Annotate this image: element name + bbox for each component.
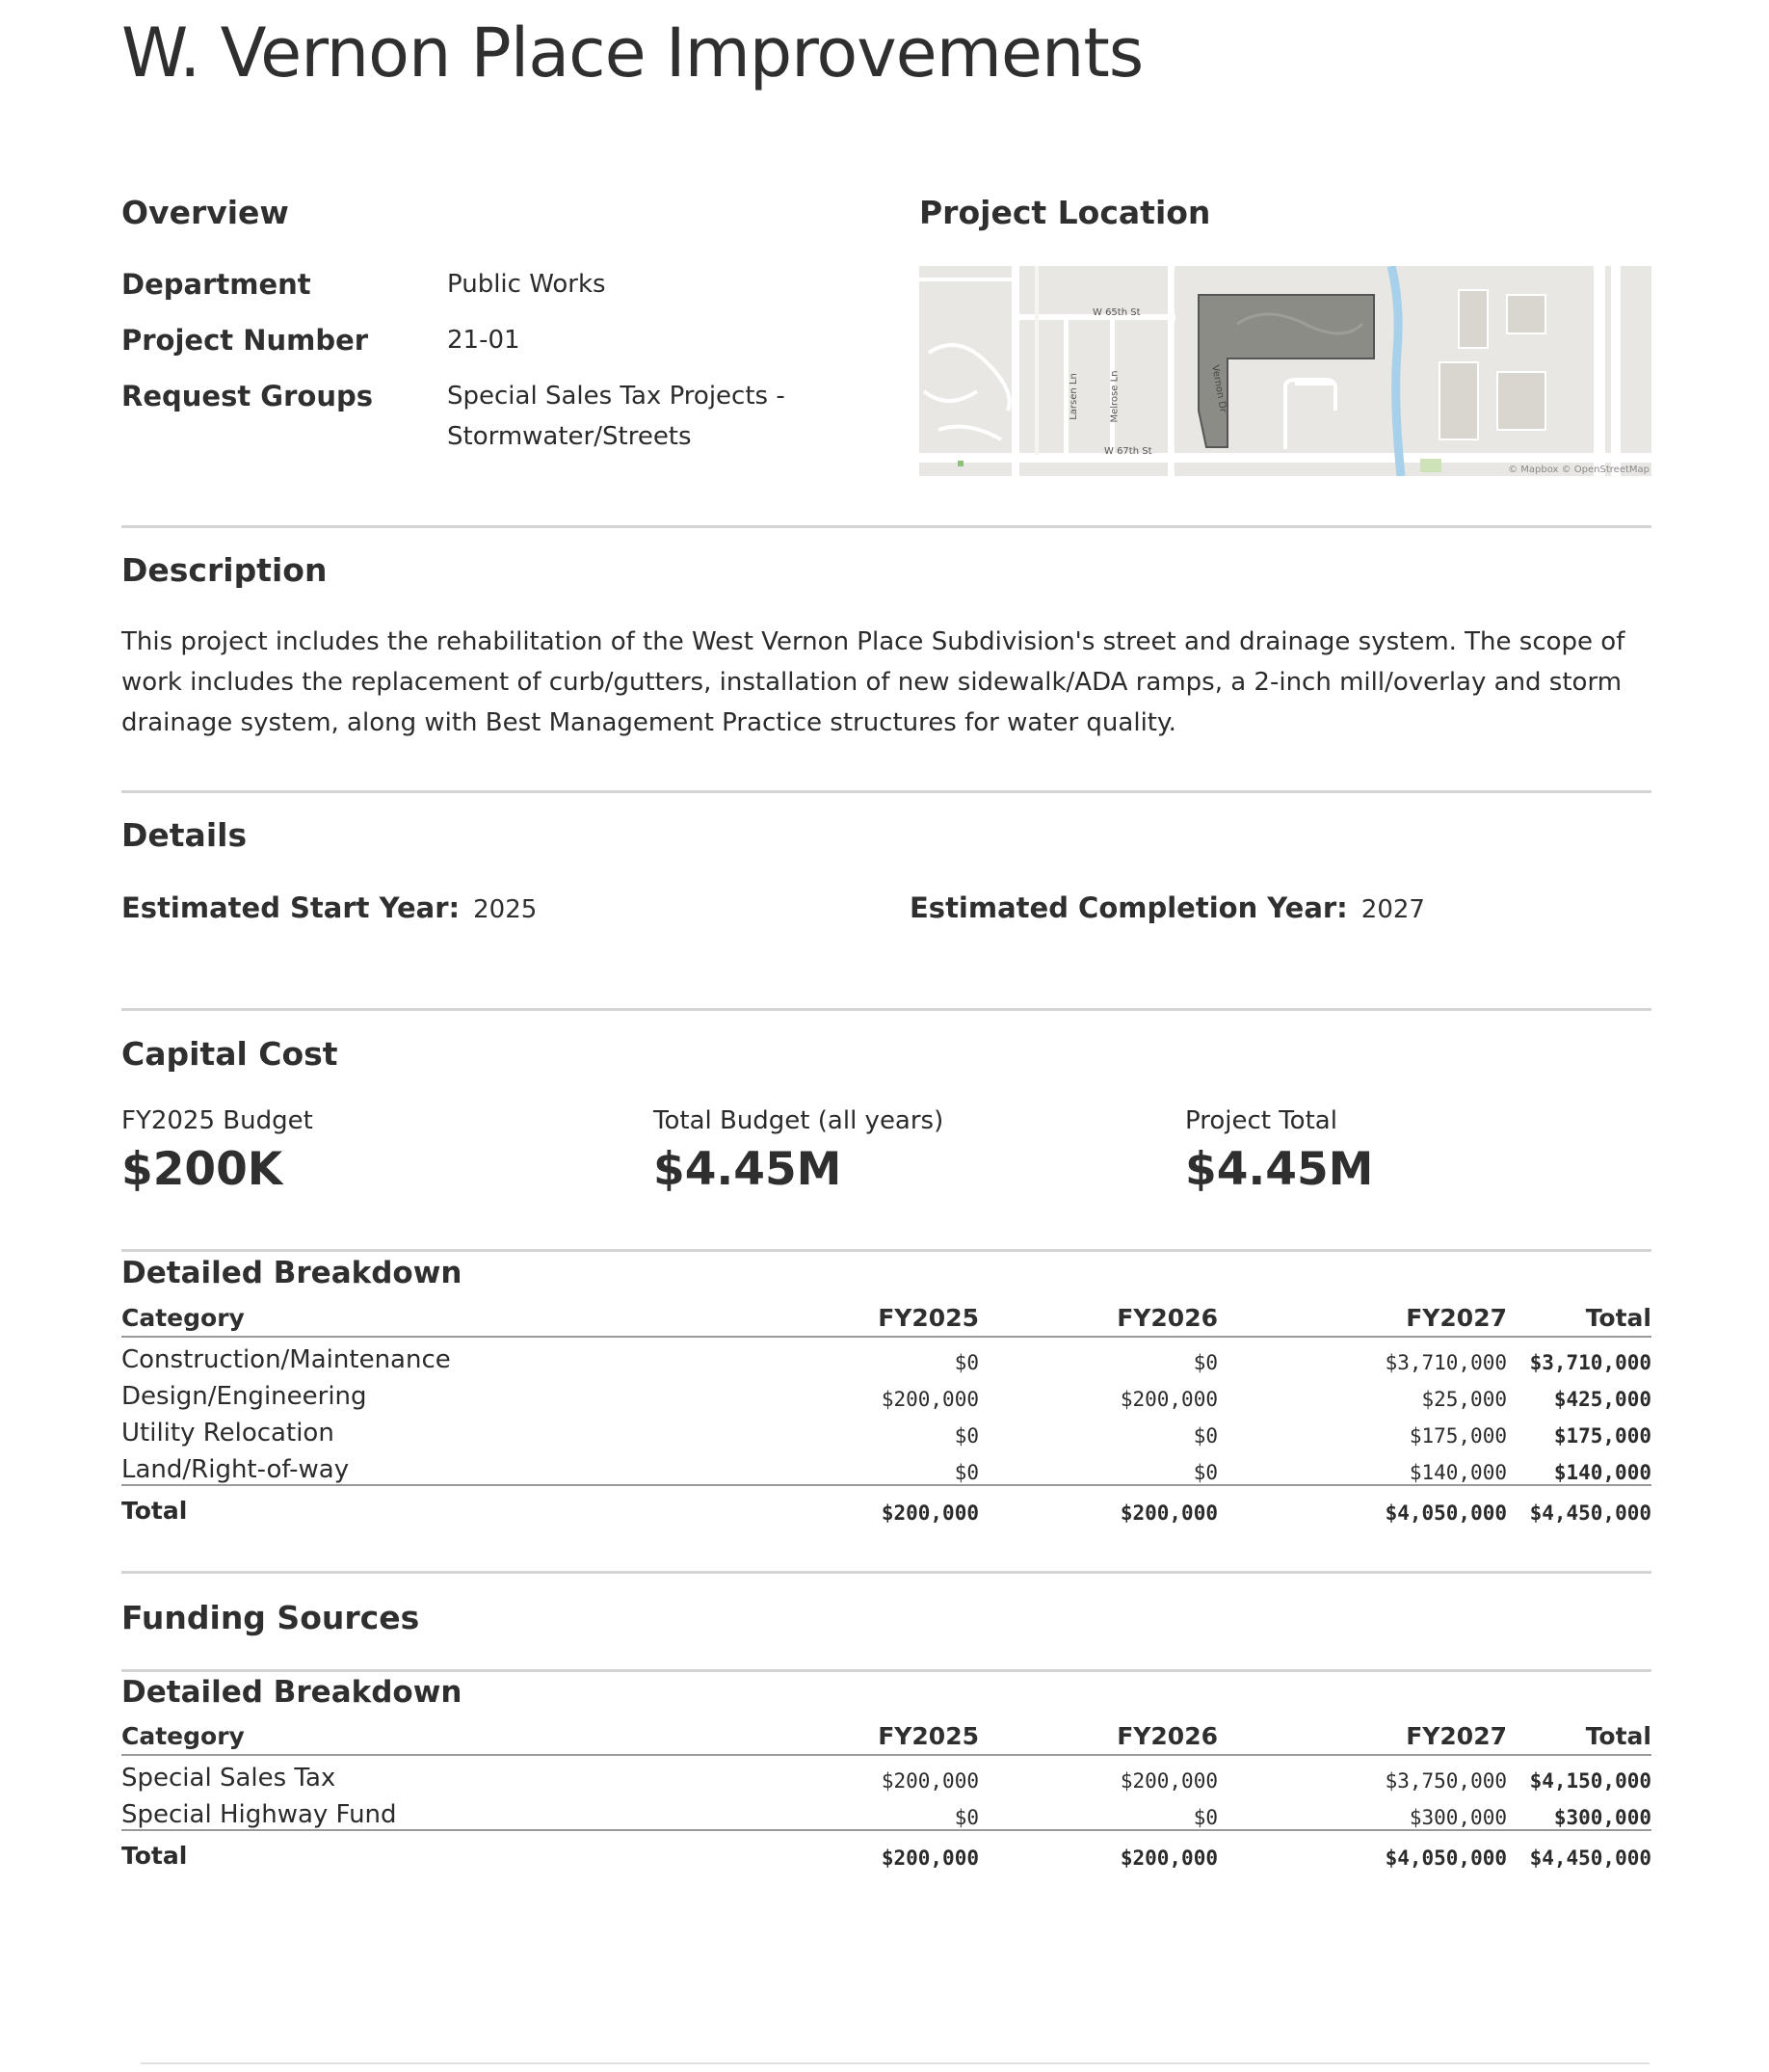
col-fy2026: FY2026	[979, 1715, 1218, 1755]
request-groups-value	[447, 376, 852, 457]
building-1	[1459, 290, 1488, 348]
building-3	[1497, 372, 1545, 430]
request-groups-label: Request Groups	[121, 380, 373, 412]
overview-heading: Overview	[121, 194, 289, 231]
divider-2	[121, 790, 1651, 793]
col-total: Total	[1507, 1297, 1651, 1337]
capital-header-row	[121, 1297, 1651, 1337]
col-total: Total	[1507, 1715, 1651, 1755]
row-total: $175,000	[1553, 1424, 1651, 1448]
completion-year-row	[910, 891, 1425, 924]
park-1	[1420, 459, 1441, 472]
department-label: Department	[121, 268, 311, 301]
col-fy2027: FY2027	[1218, 1715, 1507, 1755]
fy-budget-block	[121, 1106, 313, 1196]
row-fy2025: $0	[954, 1461, 979, 1484]
row-fy2027: $300,000	[1409, 1806, 1507, 1829]
divider-6	[121, 1669, 1651, 1672]
table-row	[121, 1793, 1651, 1830]
page-title: W. Vernon Place Improvements	[121, 13, 1144, 93]
row-fy2026: $0	[1193, 1424, 1218, 1448]
total-fy2026: $200,000	[979, 1830, 1218, 1870]
completion-year-value: 2027	[1360, 895, 1425, 924]
row-fy2025: $0	[954, 1424, 979, 1448]
table-row	[121, 1374, 1651, 1411]
start-year-value: 2025	[473, 895, 538, 924]
total-fy2025: $200,000	[805, 1485, 979, 1525]
row-fy2025: $200,000	[881, 1769, 979, 1793]
description-heading: Description	[121, 551, 328, 589]
row-fy2026: $0	[1193, 1806, 1218, 1829]
footer-divider	[141, 2062, 1650, 2064]
divider-4	[121, 1249, 1651, 1252]
map-graphic	[919, 266, 1651, 476]
total-fy2026: $200,000	[979, 1485, 1218, 1525]
details-heading: Details	[121, 816, 248, 854]
row-fy2026: $200,000	[1120, 1388, 1218, 1411]
table-row	[121, 1448, 1651, 1485]
project-number-value: 21-01	[447, 326, 520, 355]
road-minor-1	[1035, 266, 1039, 455]
map-label-melrose: Melrose Ln	[1109, 370, 1121, 423]
row-fy2026: $0	[1193, 1351, 1218, 1374]
road-w67th	[919, 453, 1651, 463]
row-category: Construction/Maintenance	[121, 1345, 451, 1374]
row-fy2027: $25,000	[1421, 1388, 1507, 1411]
row-total: $140,000	[1553, 1461, 1651, 1484]
total-fy2027: $4,050,000	[1218, 1830, 1507, 1870]
col-fy2027: FY2027	[1218, 1297, 1507, 1337]
capital-cost-heading: Capital Cost	[121, 1035, 338, 1073]
total-total: $4,450,000	[1507, 1485, 1651, 1525]
col-fy2025: FY2025	[805, 1715, 979, 1755]
table-row	[121, 1337, 1651, 1374]
project-number-label: Project Number	[121, 324, 369, 357]
table-row	[121, 1411, 1651, 1448]
col-category: Category	[121, 1297, 805, 1337]
funding-sources-heading: Funding Sources	[121, 1599, 420, 1636]
table-row	[121, 1755, 1651, 1793]
building-4	[1439, 362, 1478, 439]
start-year-row	[121, 891, 537, 924]
description-text: This project includes the rehabilitation of the West Vernon Place Subdivision's street and drainage system. The scope of work includes the replacement of curb/gutters, installation of new sidewalk/ADA ramps, a 2-inch mill/overlay and storm drainage system, along with Best Management Practice structures for water quality.	[121, 627, 1625, 737]
row-total: $3,710,000	[1529, 1351, 1651, 1374]
total-label: Total	[121, 1830, 805, 1870]
row-fy2026: $0	[1193, 1461, 1218, 1484]
total-total: $4,450,000	[1507, 1830, 1651, 1870]
road-vertical-2	[1168, 266, 1175, 476]
row-total: $4,150,000	[1529, 1769, 1651, 1793]
row-fy2027: $3,710,000	[1385, 1351, 1507, 1374]
row-fy2027: $3,750,000	[1385, 1769, 1507, 1793]
funding-header-row	[121, 1715, 1651, 1755]
row-fy2027: $175,000	[1409, 1424, 1507, 1448]
row-total: $300,000	[1553, 1806, 1651, 1829]
row-category: Special Sales Tax	[121, 1764, 336, 1793]
total-label: Total	[121, 1485, 805, 1525]
map-label-larsen: Larsen Ln	[1068, 373, 1079, 420]
row-category: Utility Relocation	[121, 1419, 334, 1448]
row-fy2025: $0	[954, 1806, 979, 1829]
funding-breakdown-title: Detailed Breakdown	[121, 1675, 462, 1710]
divider-1	[121, 525, 1651, 528]
row-fy2026: $200,000	[1120, 1769, 1218, 1793]
col-fy2026: FY2026	[979, 1297, 1218, 1337]
road-minor-2	[919, 278, 1012, 281]
row-fy2027: $140,000	[1409, 1461, 1507, 1484]
project-location-map[interactable]	[919, 266, 1651, 476]
total-budget-value: $4.45M	[653, 1143, 842, 1196]
funding-breakdown-table	[121, 1715, 1651, 1870]
project-total-block	[1185, 1106, 1374, 1196]
capital-breakdown-title: Detailed Breakdown	[121, 1256, 462, 1290]
row-category: Design/Engineering	[121, 1382, 367, 1411]
map-label-vernon: Vernon Dr	[1209, 363, 1228, 414]
capital-total-row	[121, 1485, 1651, 1525]
funding-total-row	[121, 1830, 1651, 1870]
total-fy2025: $200,000	[805, 1830, 979, 1870]
row-total: $425,000	[1553, 1388, 1651, 1411]
map-attribution: © Mapbox © OpenStreetMap	[1508, 465, 1650, 475]
fy-budget-label: FY2025 Budget	[121, 1106, 313, 1135]
department-value: Public Works	[447, 270, 606, 299]
map-label-w65th: W 65th St	[1093, 307, 1141, 318]
total-fy2027: $4,050,000	[1218, 1485, 1507, 1525]
building-2	[1507, 295, 1545, 333]
capital-breakdown-table	[121, 1297, 1651, 1525]
road-vertical-1	[1012, 266, 1019, 476]
row-category: Land/Right-of-way	[121, 1455, 350, 1484]
divider-5	[121, 1571, 1651, 1574]
project-total-value: $4.45M	[1185, 1143, 1374, 1196]
row-category: Special Highway Fund	[121, 1800, 397, 1829]
total-budget-label: Total Budget (all years)	[653, 1106, 944, 1135]
row-fy2025: $0	[954, 1351, 979, 1374]
completion-year-label: Estimated Completion Year:	[910, 891, 1348, 924]
highway-lane-2	[1611, 266, 1621, 476]
map-label-w67th: W 67th St	[1104, 446, 1152, 457]
request-groups-line2: Stormwater/Streets	[447, 422, 692, 451]
request-groups-line1: Special Sales Tax Projects -	[447, 382, 785, 411]
park-2	[958, 461, 964, 466]
row-fy2025: $200,000	[881, 1388, 979, 1411]
divider-3	[121, 1008, 1651, 1011]
fy-budget-value: $200K	[121, 1143, 283, 1196]
project-total-label: Project Total	[1185, 1106, 1337, 1135]
road-minor-3	[1295, 382, 1333, 385]
col-fy2025: FY2025	[805, 1297, 979, 1337]
start-year-label: Estimated Start Year:	[121, 891, 461, 924]
col-category: Category	[121, 1715, 805, 1755]
project-location-heading: Project Location	[919, 194, 1211, 231]
highway-lane-1	[1594, 266, 1605, 476]
total-budget-block	[653, 1106, 944, 1196]
